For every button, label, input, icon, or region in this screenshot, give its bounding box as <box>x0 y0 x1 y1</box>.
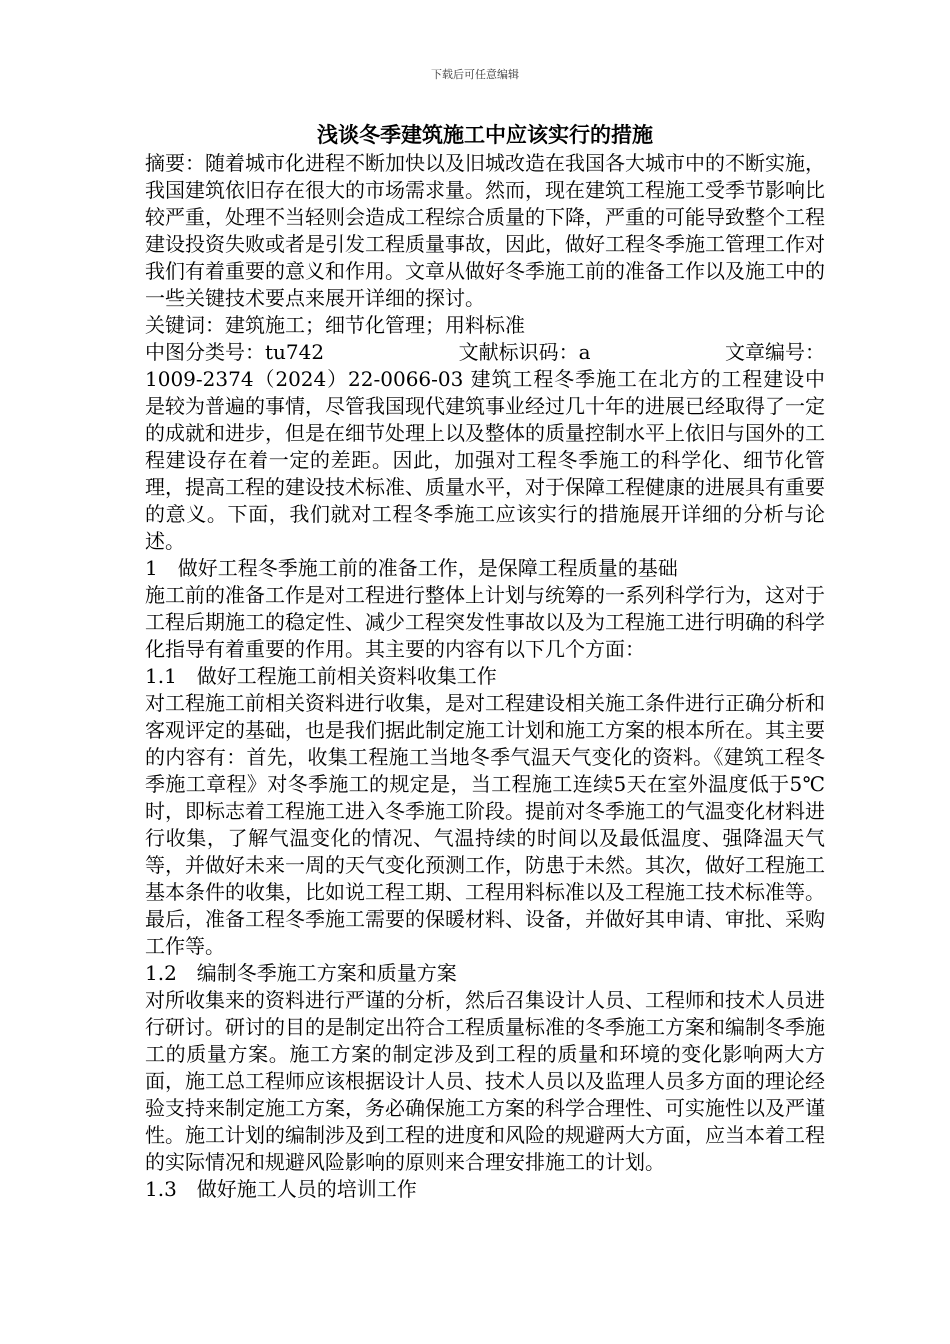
section-1-1-heading: 1.1 做好工程施工前相关资料收集工作 <box>145 664 497 688</box>
section-1-2-body: 对所收集来的资料进行严谨的分析，然后召集设计人员、工程师和技术人员进行研讨。研讨的目的是制定出符合工程质量标准的冬季施工方案和编制冬季施工的质量方案。施工方案的制定涉及到工程的质量和环境的变化影响两大方面，施工总工程师应该根据设计人员、技术人员以及监理人员多方面的理论经验支持来制定施工方案，务必确保施工方案的科学合理性、可实施性以及严谨性。施工计划的编制涉及到工程的进度和风险的规避两大方面，应当本着工程的实际情况和规避风险影响的原则来合理安排施工的计划。 <box>145 988 825 1174</box>
page-title: 浅谈冬季建筑施工中应该实行的措施 <box>317 122 653 147</box>
section-1-2-heading: 1.2 编制冬季施工方案和质量方案 <box>145 961 457 985</box>
keywords-line: 关键词：建筑施工；细节化管理；用料标准 <box>145 313 525 337</box>
section-1-3-heading: 1.3 做好施工人员的培训工作 <box>145 1177 417 1201</box>
document-body <box>145 120 825 1203</box>
clc-number: 中图分类号：tu742 <box>145 340 325 364</box>
header-note: 下载后可任意编辑 <box>431 68 519 81</box>
section-1-heading: 1 做好工程冬季施工前的准备工作，是保障工程质量的基础 <box>145 556 678 580</box>
intro-paragraph: 1009-2374（2024）22-0066-03 建筑工程冬季施工在北方的工程建设中是较为普遍的事情，尽管我国现代建筑事业经过几十年的进展已经取得了一定的成就和进步，但是在细节处理上以及整体的质量控制水平上依旧与国外的工程建设存在着一定的差距。因此，加强对工程冬季施工的科学化、细节化管理，提高工程的建设技术标准、质量水平，对于保障工程健康的进展具有重要的意义。下面，我们就对工程冬季施工应该实行的措施展开详细的分析与论述。 <box>145 367 825 553</box>
article-number-label: 文章编号： <box>725 340 825 364</box>
section-1-1-body: 对工程施工前相关资料进行收集，是对工程建设相关施工条件进行正确分析和客观评定的基础，也是我们据此制定施工计划和施工方案的根本所在。其主要的内容有：首先，收集工程施工当地冬季气温天气变化的资料。《建筑工程冬季施工章程》对冬季施工的规定是，当工程施工连续5天在室外温度低于5℃时，即标志着工程施工进入冬季施工阶段。提前对冬季施工的气温变化材料进行收集，了解气温变化的情况、气温持续的时间以及最低温度、强降温天气等，并做好未来一周的天气变化预测工作，防患于未然。其次，做好工程施工基本条件的收集，比如说工程工期、工程用料标准以及工程施工技术标准等。最后，准备工程冬季施工需要的保暖材料、设备，并做好其申请、审批、采购工作等。 <box>145 691 825 958</box>
abstract-paragraph: 摘要：随着城市化进程不断加快以及旧城改造在我国各大城市中的不断实施，我国建筑依旧存在很大的市场需求量。然而，现在建筑工程施工受季节影响比较严重，处理不当轻则会造成工程综合质量的下降，严重的可能导致整个工程建设投资失败或者是引发工程质量事故，因此，做好工程冬季施工管理工作对我们有着重要的意义和作用。文章从做好冬季施工前的准备工作以及施工中的一些关键技术要点来展开详细的探讨。 <box>145 151 825 310</box>
document-code: 文献标识码：a <box>458 340 591 364</box>
classification-line <box>145 339 825 366</box>
section-1-body: 施工前的准备工作是对工程进行整体上计划与统筹的一系列科学行为，这对于工程后期施工的稳定性、减少工程突发性事故以及为工程施工进行明确的科学化指导有着重要的作用。其主要的内容有以下几个方面： <box>145 583 825 661</box>
